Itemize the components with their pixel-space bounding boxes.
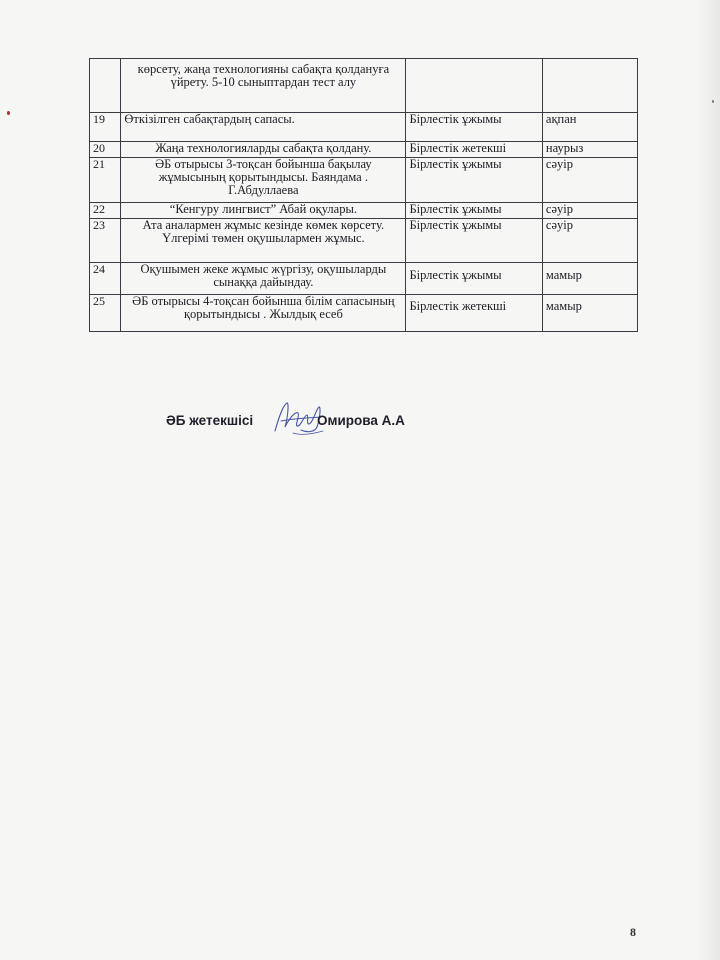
paper-speck [712, 100, 714, 103]
row-number [90, 59, 121, 113]
page-number: 8 [630, 925, 636, 939]
row-month: ақпан [542, 113, 637, 142]
row-responsible: Бірлестік жетекші [406, 295, 542, 332]
row-responsible: Бірлестік ұжымы [406, 113, 542, 142]
table-row [90, 203, 638, 219]
row-number: 25 [90, 295, 121, 332]
row-number: 22 [90, 203, 121, 219]
row-responsible: Бірлестік жетекші [406, 142, 542, 158]
table-row [90, 295, 638, 332]
row-topic: “Кенгуру лингвист” Абай оқулары. [121, 203, 406, 219]
table-row [90, 59, 638, 113]
row-responsible: Бірлестік ұжымы [406, 263, 542, 295]
row-responsible: Бірлестік ұжымы [406, 219, 542, 263]
page-edge-shadow [696, 0, 720, 960]
row-number: 20 [90, 142, 121, 158]
row-number: 19 [90, 113, 121, 142]
row-responsible: Бірлестік ұжымы [406, 158, 542, 203]
row-responsible: Бірлестік ұжымы [406, 203, 542, 219]
table-row [90, 113, 638, 142]
row-number: 24 [90, 263, 121, 295]
signature-label: ӘБ жетекшісі [166, 413, 254, 428]
signatory-name: Омирова А.А [317, 413, 405, 428]
row-month [542, 59, 637, 113]
row-month: сәуір [542, 158, 637, 203]
row-topic: Өткізілген сабақтардың сапасы. [121, 113, 406, 142]
row-topic: Ата аналармен жұмыс кезінде көмек көрсету. Үлгерімі төмен оқушылармен жұмыс. [121, 219, 406, 263]
row-topic: көрсету, жаңа технологияны сабақта қолдануға үйрету. 5-10 сыныптардан тест алу [121, 59, 406, 113]
plan-table [89, 58, 638, 332]
row-responsible [406, 59, 542, 113]
row-topic: Оқушымен жеке жұмыс жүргізу, оқушыларды сынаққа дайындау. [121, 263, 406, 295]
row-topic: ӘБ отырысы 4-тоқсан бойынша білім сапасының қорытындысы . Жылдық есеб [121, 295, 406, 332]
table-row [90, 219, 638, 263]
row-month: сәуір [542, 219, 637, 263]
row-topic: Жаңа технологияларды сабақта қолдану. [121, 142, 406, 158]
table-row [90, 158, 638, 203]
row-month: сәуір [542, 203, 637, 219]
row-month: мамыр [542, 263, 637, 295]
row-month: мамыр [542, 295, 637, 332]
table-row [90, 263, 638, 295]
row-number: 21 [90, 158, 121, 203]
paper-speck [7, 111, 10, 115]
row-month: наурыз [542, 142, 637, 158]
row-topic: ӘБ отырысы 3-тоқсан бойынша бақылау жұмысының қорытындысы. Баяндама . Г.Абдуллаева [121, 158, 406, 203]
row-number: 23 [90, 219, 121, 263]
table-row [90, 142, 638, 158]
